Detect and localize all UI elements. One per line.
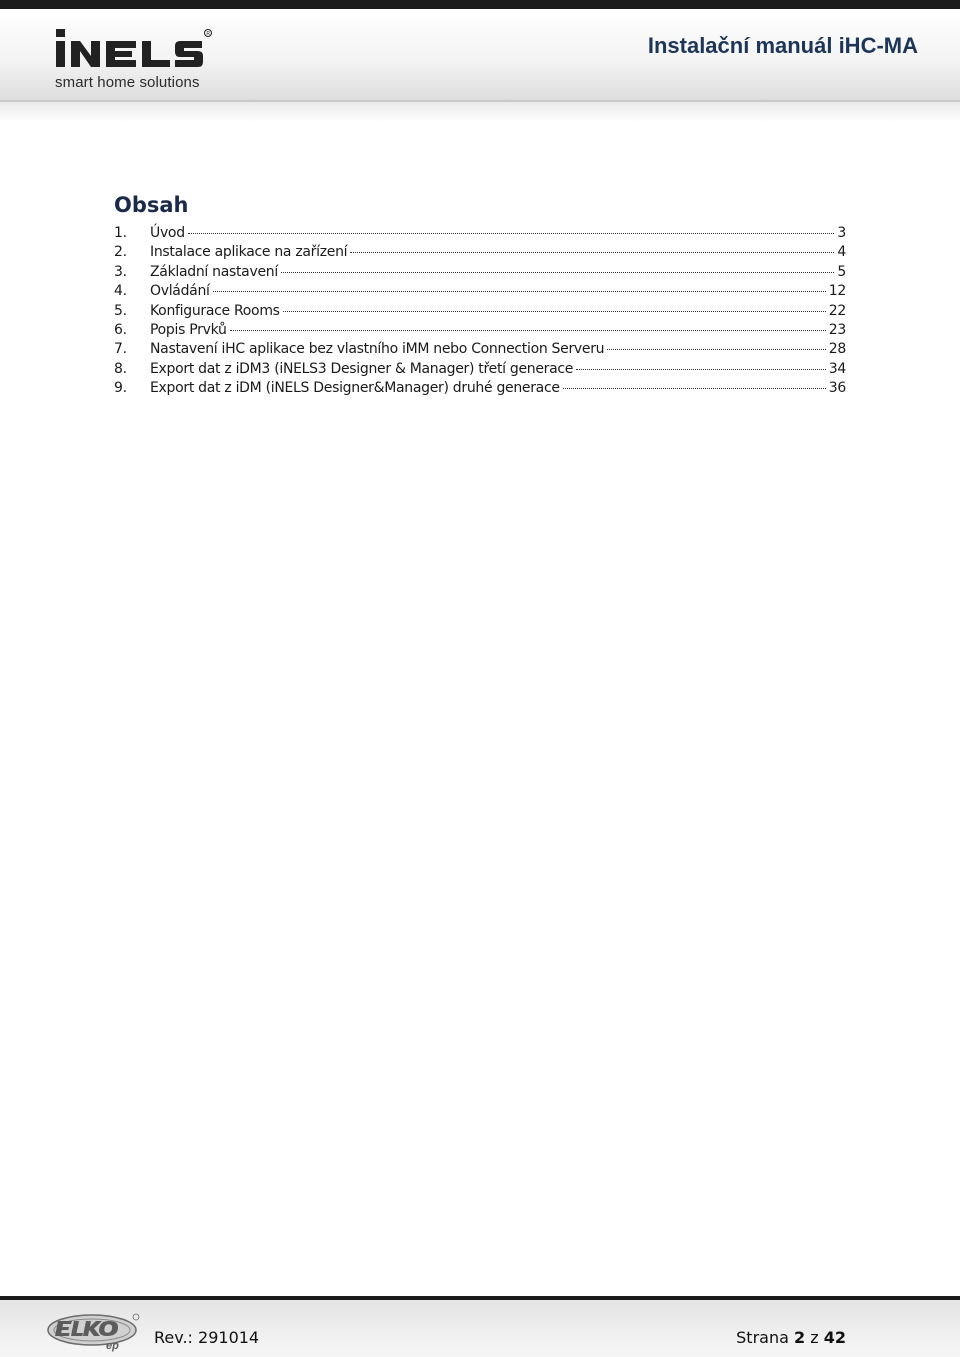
toc-entry-title[interactable]: Export dat z iDM3 (iNELS3 Designer & Manager) třetí generace (150, 360, 574, 377)
toc-entry-number: 3. (114, 263, 127, 280)
page-total: 42 (823, 1328, 846, 1347)
elko-logo-mark (46, 1312, 142, 1352)
toc-entry-title[interactable]: Instalace aplikace na zařízení (150, 244, 348, 261)
toc-entry[interactable] (114, 283, 846, 302)
ines-logo-mark (54, 29, 214, 71)
toc-entry-page[interactable]: 5 (837, 263, 846, 280)
page-separator: z (810, 1328, 819, 1347)
toc-dot-leader (576, 369, 826, 370)
toc-entry-page[interactable]: 34 (828, 360, 846, 377)
toc-entry-page[interactable]: 4 (837, 244, 846, 261)
page-prefix: Strana (736, 1328, 789, 1347)
toc-entry[interactable] (114, 341, 846, 360)
toc-entry-page[interactable]: 3 (837, 225, 846, 241)
svg-text:ep: ep (106, 1340, 119, 1352)
header-top-rule (0, 0, 960, 9)
toc-entry-number: 5. (114, 302, 127, 319)
page-current: 2 (794, 1328, 806, 1347)
toc-entry[interactable] (114, 361, 846, 380)
document-title: Instalační manuál iHC-MA (647, 33, 918, 58)
toc-entry-number: 6. (114, 321, 127, 338)
toc-entry-number: 8. (114, 360, 127, 377)
toc-entry-page[interactable]: 12 (828, 283, 846, 300)
toc-entry-page[interactable]: 23 (828, 321, 846, 338)
toc-entry[interactable] (114, 380, 846, 399)
toc-dot-leader (281, 272, 834, 273)
toc-heading: Obsah (114, 193, 189, 217)
svg-text:R: R (206, 30, 211, 37)
toc-dot-leader (188, 233, 835, 234)
toc-entry-number: 1. (114, 225, 127, 241)
toc-entry-page[interactable]: 22 (828, 302, 846, 319)
toc-entry-number: 4. (114, 283, 127, 300)
toc-dot-leader (563, 388, 826, 389)
toc-entry-page[interactable]: 28 (828, 341, 846, 358)
toc-entry-page[interactable]: 36 (828, 380, 846, 397)
toc-dot-leader (350, 252, 834, 253)
toc-dot-leader (283, 311, 826, 312)
toc-entry-title[interactable]: Export dat z iDM (iNELS Designer&Manager) druhé generace (150, 380, 560, 397)
toc-entry[interactable] (114, 244, 846, 263)
toc-entry[interactable] (114, 322, 846, 341)
page-number (736, 1328, 846, 1347)
toc-entry[interactable] (114, 225, 846, 244)
toc-entry-title[interactable]: Nastavení iHC aplikace bez vlastního iMM nebo Connection Serveru (150, 341, 605, 358)
toc-entry[interactable] (114, 264, 846, 283)
toc-entry-title[interactable]: Popis Prvků (150, 321, 227, 338)
ines-logo (54, 29, 214, 93)
page-footer (0, 1300, 960, 1357)
table-of-contents (114, 225, 846, 400)
toc-entry-title[interactable]: Konfigurace Rooms (150, 302, 280, 319)
toc-dot-leader (607, 349, 826, 350)
logo-tagline: smart home solutions (55, 74, 200, 91)
toc-entry-number: 9. (114, 380, 127, 397)
elko-logo (46, 1312, 142, 1352)
revision-label: Rev.: 291014 (154, 1328, 260, 1347)
page-header (0, 9, 960, 102)
toc-entry[interactable] (114, 303, 846, 322)
toc-entry-title[interactable]: Úvod (150, 225, 185, 241)
toc-entry-title[interactable]: Ovládání (150, 283, 210, 300)
toc-dot-leader (230, 330, 826, 331)
toc-entry-title[interactable]: Základní nastavení (150, 263, 278, 280)
toc-entry-number: 7. (114, 341, 127, 358)
toc-dot-leader (213, 291, 826, 292)
toc-entry-number: 2. (114, 244, 127, 261)
header-shadow (0, 102, 960, 122)
